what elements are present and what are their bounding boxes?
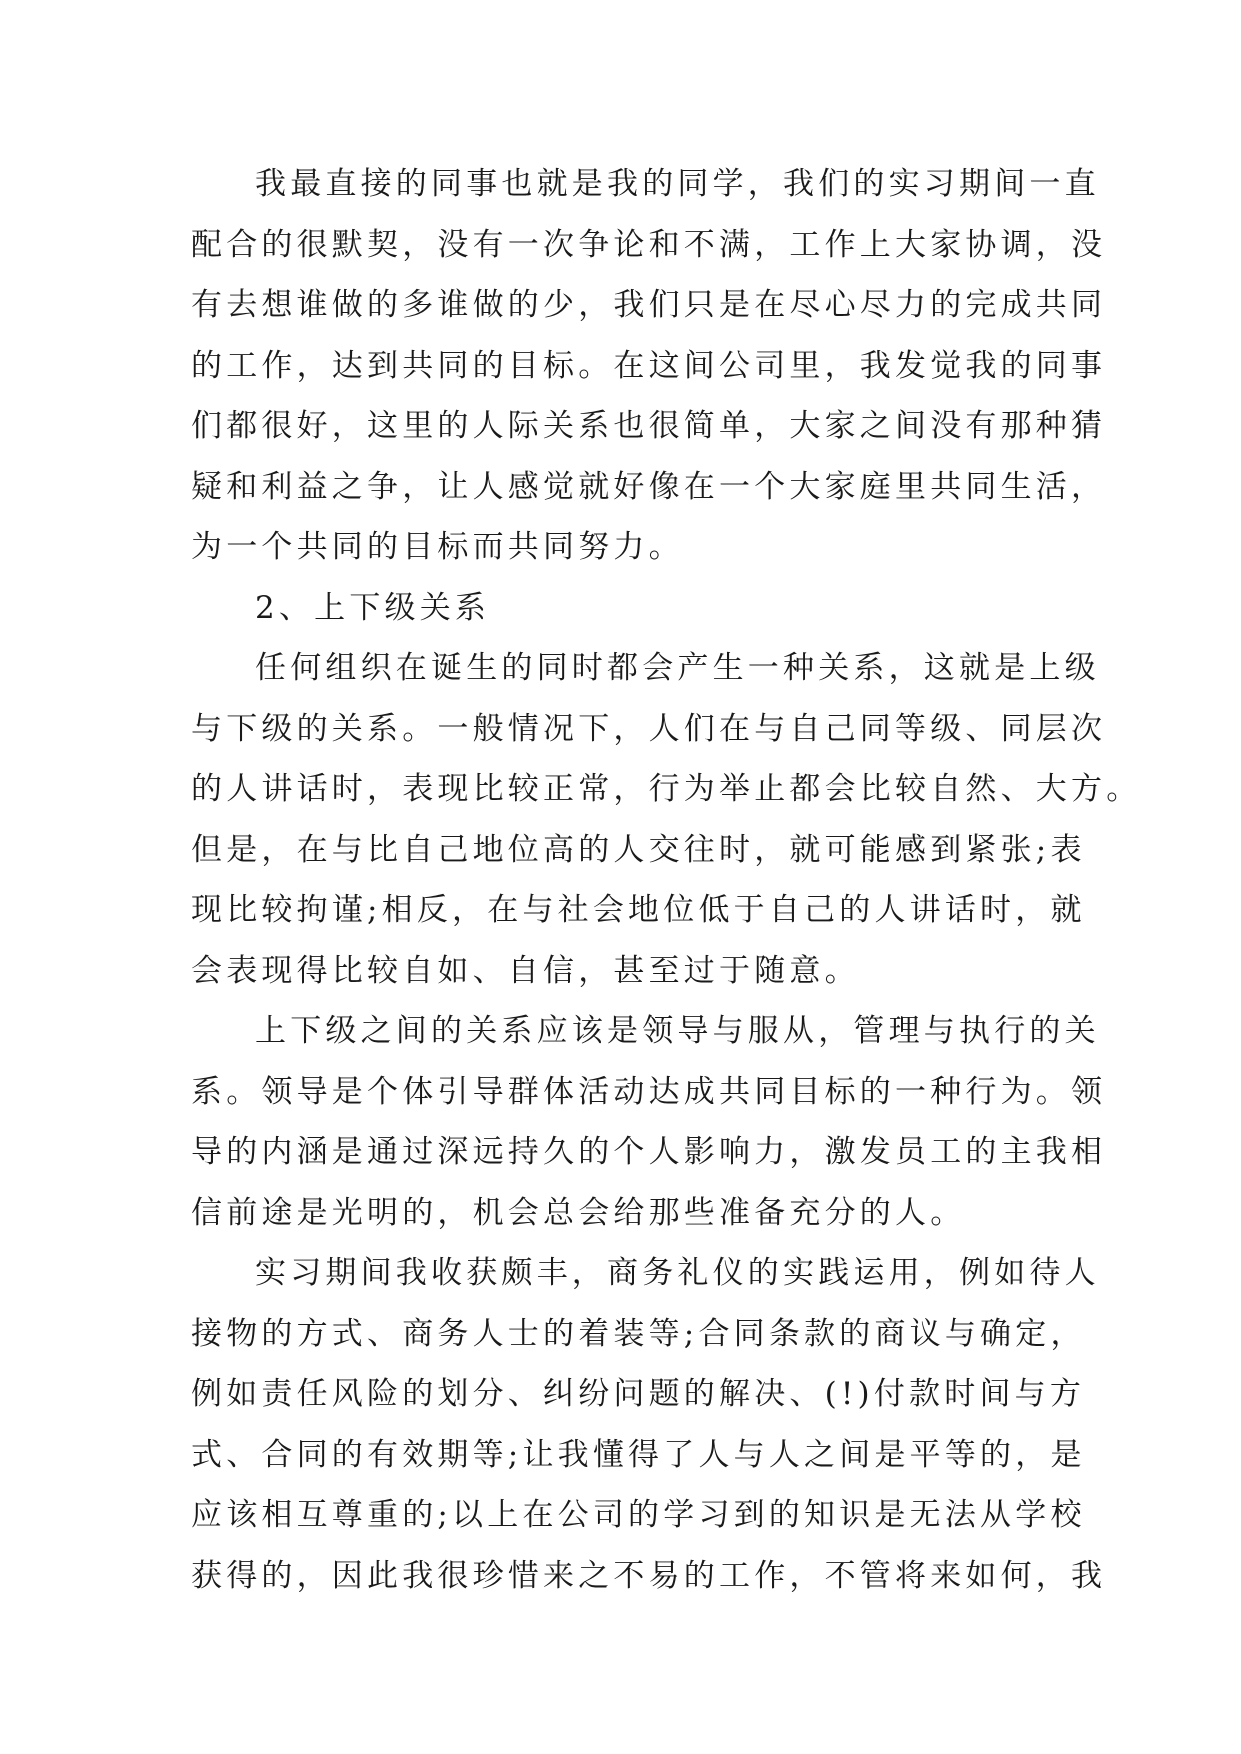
text-line: 我最直接的同事也就是我的同学，我们的实习期间一直 bbox=[255, 166, 1100, 202]
text-line: 们都很好，这里的人际关系也很简单，大家之间没有那种猜 bbox=[191, 408, 1107, 444]
text-line: 接物的方式、商务人士的着装等;合同条款的商议与确定， bbox=[191, 1315, 1086, 1352]
text-line: 的工作，达到共同的目标。在这间公司里，我发觉我的同事 bbox=[191, 347, 1107, 384]
text-line: 疑和利益之争，让人感觉就好像在一个大家庭里共同生活， bbox=[191, 468, 1107, 505]
text-line: 有去想谁做的多谁做的少，我们只是在尽心尽力的完成共同 bbox=[191, 287, 1107, 323]
paragraph-leadership bbox=[191, 1001, 1107, 1243]
text-line: 会表现得比较自如、自信，甚至过于随意。 bbox=[191, 952, 860, 989]
text-line: 但是，在与比自己地位高的人交往时，就可能感到紧张;表 bbox=[191, 831, 1086, 868]
text-line: 配合的很默契，没有一次争论和不满，工作上大家协调，没 bbox=[191, 226, 1107, 263]
text-line: 导的内涵是通过深远持久的个人影响力，激发员工的主我相 bbox=[191, 1134, 1107, 1170]
text-line: 应该相互尊重的;以上在公司的学习到的知识是无法从学校 bbox=[191, 1497, 1086, 1533]
section-heading: 2、上下级关系 bbox=[255, 589, 491, 626]
section-heading-superior-subordinate bbox=[191, 578, 1057, 639]
text-line: 实习期间我收获颇丰，商务礼仪的实践运用，例如待人 bbox=[255, 1255, 1100, 1291]
text-line: 信前途是光明的，机会总会给那些准备充分的人。 bbox=[191, 1194, 966, 1231]
text-line: 上下级之间的关系应该是领导与服从，管理与执行的关 bbox=[255, 1013, 1100, 1049]
text-line: 的人讲话时，表现比较正常，行为举止都会比较自然、大方。 bbox=[191, 771, 1142, 807]
text-line: 式、合同的有效期等;让我懂得了人与人之间是平等的，是 bbox=[191, 1436, 1086, 1473]
paragraph-organization-relations bbox=[191, 638, 1142, 1001]
paragraph-colleagues bbox=[191, 154, 1107, 578]
text-line: 任何组织在诞生的同时都会产生一种关系，这就是上级 bbox=[255, 650, 1100, 686]
text-line: 系。领导是个体引导群体活动达成共同目标的一种行为。领 bbox=[191, 1073, 1107, 1110]
text-line: 现比较拘谨;相反，在与社会地位低于自己的人讲话时，就 bbox=[191, 892, 1086, 928]
text-line: 获得的，因此我很珍惜来之不易的工作，不管将来如何，我 bbox=[191, 1557, 1107, 1594]
paragraph-internship-gains bbox=[191, 1243, 1107, 1606]
text-line: 例如责任风险的划分、纠纷问题的解决、(!)付款时间与方 bbox=[191, 1376, 1086, 1412]
document-body bbox=[191, 154, 1142, 1606]
text-line: 与下级的关系。一般情况下，人们在与自己同等级、同层次 bbox=[191, 710, 1107, 747]
text-line: 为一个共同的目标而共同努力。 bbox=[191, 529, 684, 565]
